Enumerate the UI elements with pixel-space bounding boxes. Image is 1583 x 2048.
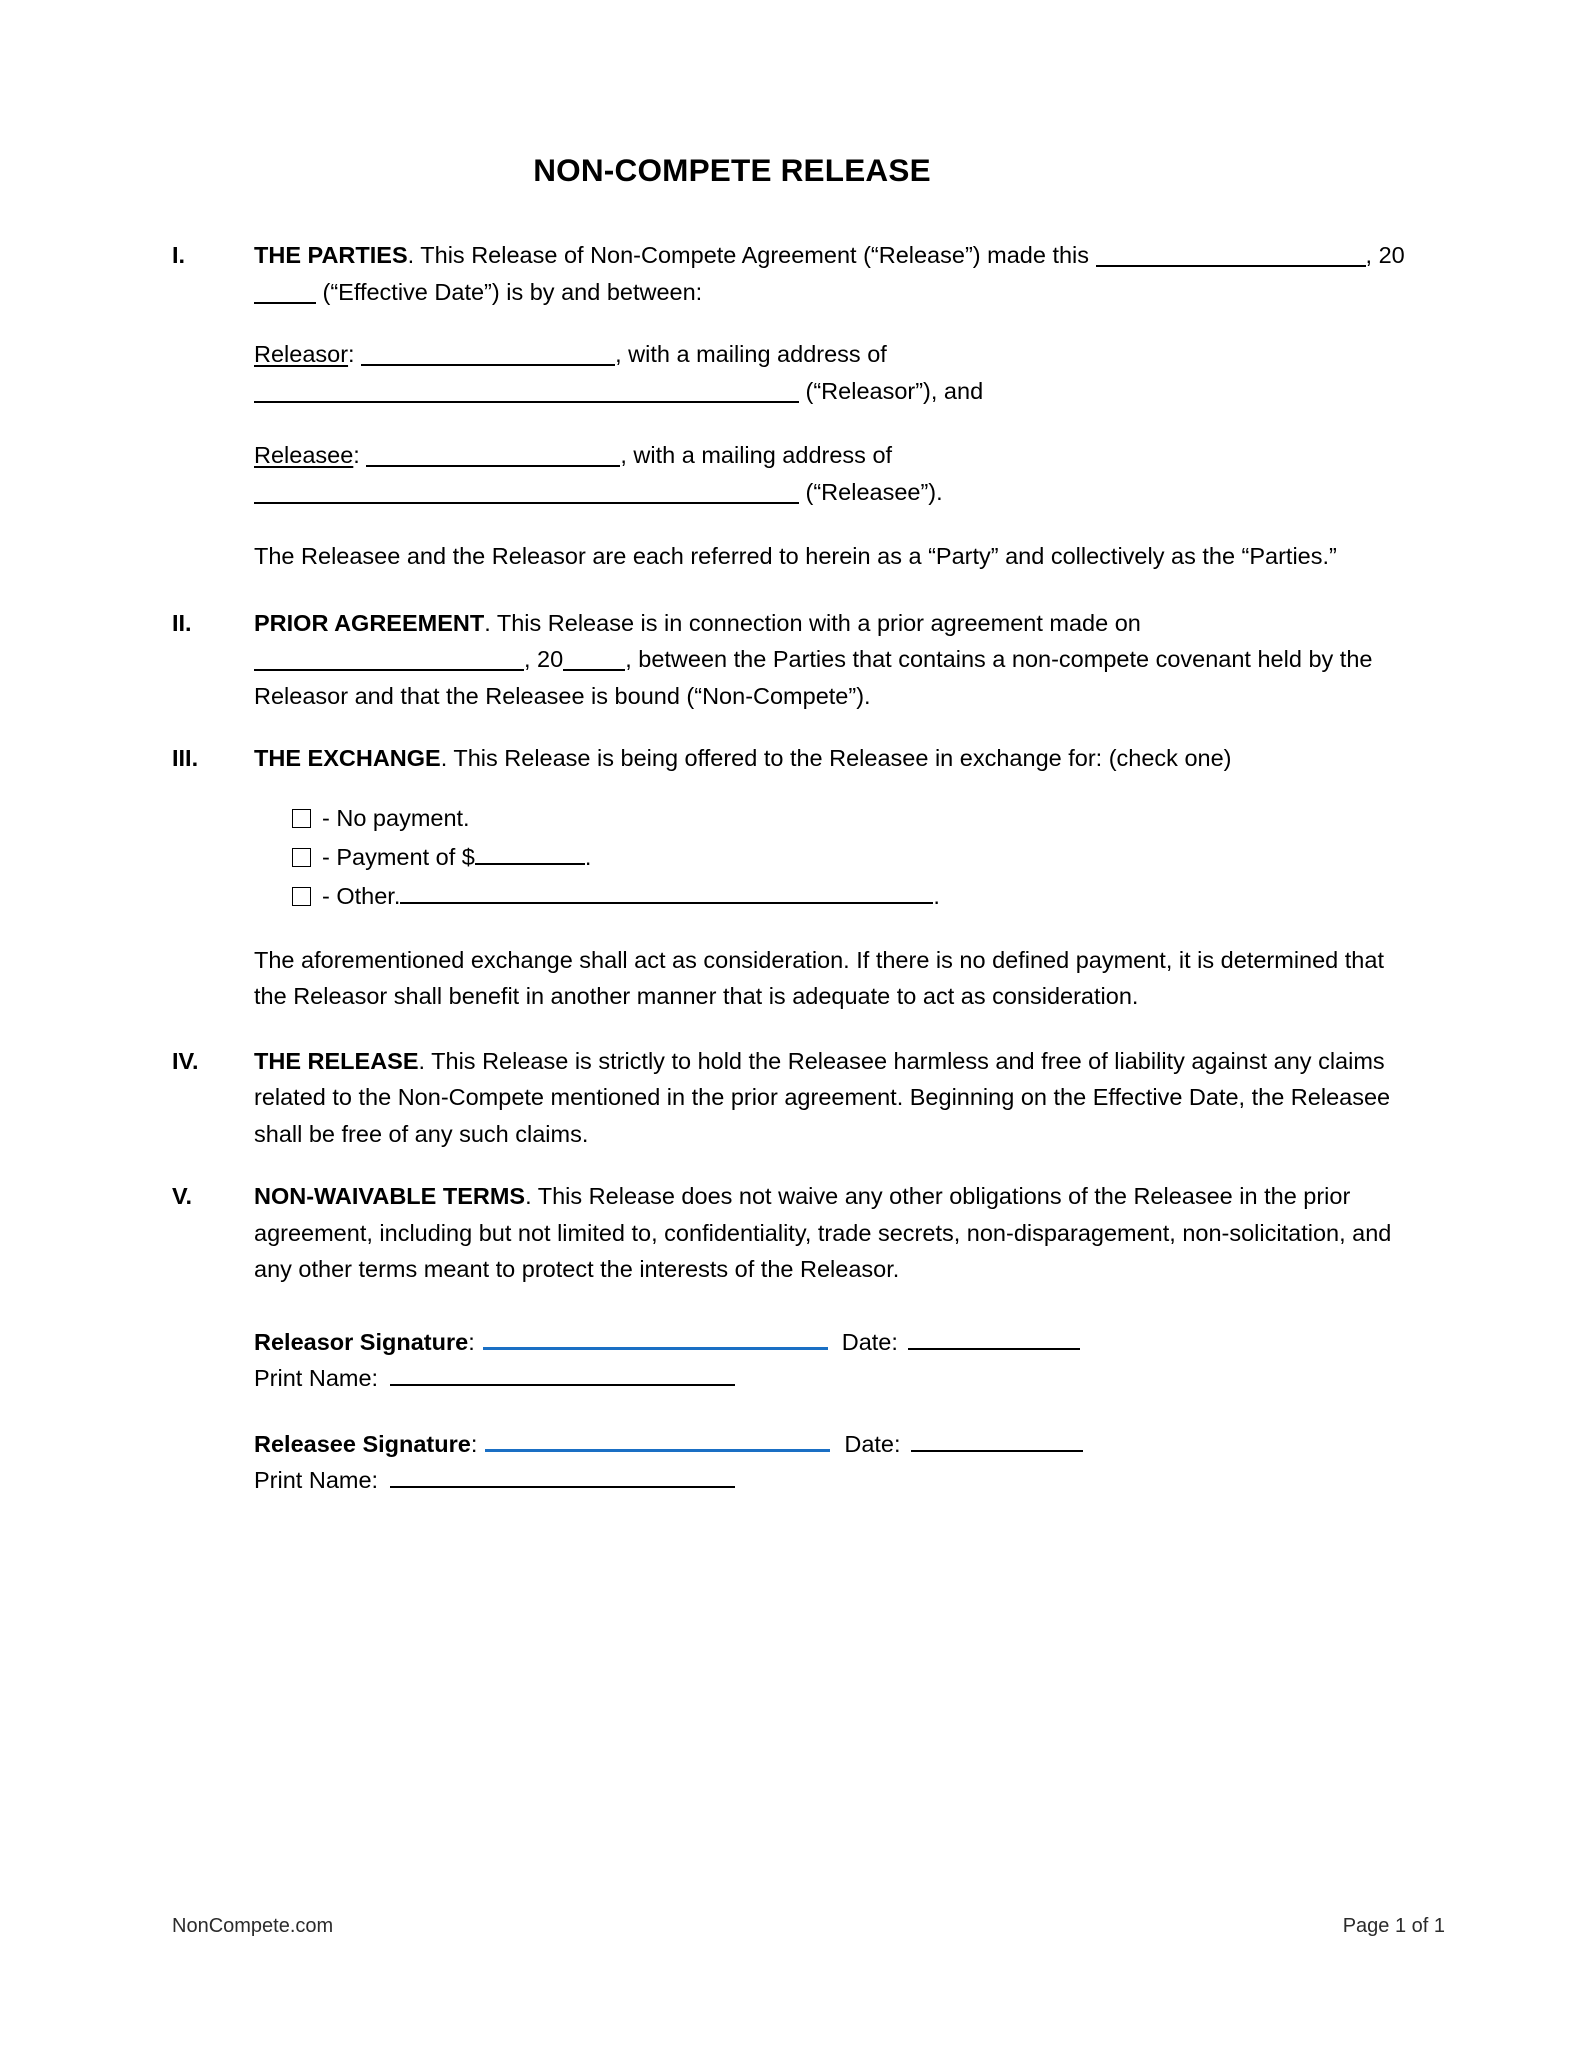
- section-heading: PRIOR AGREEMENT: [254, 609, 485, 636]
- releasor-line-2: [254, 373, 1412, 410]
- exchange-text-a: . This Release is being offered to the Releasee in exchange for: (check one): [440, 745, 1232, 771]
- option-no-payment[interactable]: [292, 803, 1412, 834]
- section-the-parties: [172, 237, 1412, 310]
- releasee-line-2: [254, 474, 1412, 511]
- releasor-label: Releasor: [254, 341, 349, 367]
- section-content: [254, 1178, 1412, 1288]
- footer-page-number: Page 1 of 1: [1342, 1915, 1445, 1937]
- prior-agreement-date-field[interactable]: [254, 647, 524, 671]
- checkbox-icon[interactable]: [292, 809, 311, 828]
- section-content: [254, 740, 1412, 777]
- section-heading: NON-WAIVABLE TERMS: [254, 1183, 526, 1209]
- section-non-waivable-terms: [172, 1178, 1412, 1288]
- page-footer: [172, 1915, 1445, 1938]
- releasee-signature-field[interactable]: [485, 1429, 830, 1452]
- releasor-print-name-label: Print Name:: [254, 1364, 379, 1391]
- section-intro-b: , 20: [1365, 242, 1405, 268]
- signature-area: [254, 1324, 1412, 1498]
- section-the-release: [172, 1043, 1412, 1153]
- releasee-print-name-label: Print Name:: [254, 1466, 379, 1493]
- prior-text-b: , 20: [524, 646, 564, 672]
- section-content: [254, 605, 1412, 715]
- section-heading: THE RELEASE: [254, 1047, 419, 1074]
- section-content: [254, 237, 1412, 310]
- section-intro-a: . This Release of Non-Compete Agreement (“Release”) made this: [407, 242, 1096, 268]
- releasor-name-field[interactable]: [361, 342, 615, 366]
- releasee-date-field[interactable]: [911, 1430, 1083, 1452]
- effective-year-field[interactable]: [254, 280, 316, 304]
- footer-site-name: NonCompete.com: [172, 1915, 334, 1937]
- releasor-signature-colon: :: [468, 1328, 475, 1355]
- releasee-line-1: [254, 437, 1412, 474]
- releasor-mid-text: , with a mailing address of: [615, 341, 887, 367]
- prior-text-c: , between the Parties that contains a non-compete covenant held by the Releasor and that the Releasee is bound (“Non-Compete”).: [254, 646, 1373, 709]
- releasee-name-field[interactable]: [366, 443, 620, 467]
- option-payment-of[interactable]: [292, 841, 1412, 873]
- section-the-exchange: [172, 740, 1412, 777]
- parties-definition-note: The Releasee and the Releasor are each referred to herein as a “Party” and collectively as the “Parties.”: [254, 543, 1337, 569]
- section-numeral: III.: [172, 745, 199, 771]
- prior-agreement-year-field[interactable]: [563, 647, 625, 671]
- option-suffix: .: [584, 843, 592, 870]
- checkbox-icon[interactable]: [292, 887, 311, 906]
- releasor-block: [254, 336, 1412, 409]
- releasee-mid-text: , with a mailing address of: [620, 442, 893, 468]
- exchange-options-list: [292, 803, 1412, 912]
- releasee-tail-text: (“Releasee”).: [799, 478, 943, 505]
- section-prior-agreement: [172, 605, 1412, 715]
- section-numeral: V.: [172, 1183, 193, 1209]
- checkbox-icon[interactable]: [292, 848, 311, 867]
- parties-detail-block: [254, 336, 1412, 575]
- section-numeral: IV.: [172, 1047, 199, 1074]
- prior-text-a: . This Release is in connection with a prior agreement made on: [484, 609, 1141, 636]
- option-suffix: .: [933, 882, 940, 909]
- releasor-signature-field[interactable]: [483, 1327, 828, 1350]
- section-numeral: II.: [172, 609, 192, 636]
- releasee-date-label: Date:: [844, 1430, 901, 1457]
- releasee-signature-row: [254, 1426, 1412, 1462]
- releasor-print-name-row: [254, 1360, 1412, 1396]
- releasor-signature-group: [254, 1324, 1412, 1396]
- section-content: [254, 1043, 1412, 1153]
- other-description-field[interactable]: [400, 880, 933, 904]
- document-body: [172, 152, 1412, 1528]
- option-label: - Other.: [322, 882, 401, 909]
- releasee-signature-group: [254, 1426, 1412, 1498]
- releasee-colon: :: [353, 442, 367, 468]
- releasor-tail-text: (“Releasor”), and: [799, 377, 984, 404]
- releasor-colon: :: [348, 341, 362, 367]
- section-intro-c: (“Effective Date”) is by and between:: [316, 278, 703, 305]
- option-other[interactable]: [292, 880, 1412, 912]
- releasor-date-field[interactable]: [908, 1328, 1080, 1350]
- effective-date-field[interactable]: [1096, 243, 1366, 267]
- option-label: - No payment.: [322, 804, 470, 831]
- releasor-signature-label: Releasor Signature: [254, 1328, 469, 1355]
- section-heading: THE EXCHANGE: [254, 745, 441, 771]
- releasor-address-field[interactable]: [254, 379, 799, 403]
- releasee-signature-label: Releasee Signature: [254, 1430, 471, 1457]
- page-title: NON-COMPETE RELEASE: [533, 152, 931, 188]
- release-text: . This Release is strictly to hold the Releasee harmless and free of liability against any claims related to the Non-Compete mentioned in the prior agreement. Beginning on the Effective Date, the Releasee shall be free of any such claims.: [254, 1047, 1391, 1147]
- releasor-line-1: [254, 336, 1412, 373]
- releasor-date-label: Date:: [841, 1328, 898, 1355]
- releasor-print-name-field[interactable]: [390, 1364, 735, 1386]
- payment-amount-field[interactable]: [475, 841, 585, 865]
- releasee-block: [254, 437, 1412, 510]
- consideration-paragraph: The aforementioned exchange shall act as consideration. If there is no defined payment, it is determined that the Releasor shall benefit in another manner that is adequate to act as consideration.: [254, 946, 1384, 1009]
- releasee-print-name-row: [254, 1462, 1412, 1498]
- releasee-signature-colon: :: [470, 1430, 478, 1457]
- option-label: - Payment of $: [322, 843, 475, 870]
- releasee-print-name-field[interactable]: [390, 1466, 735, 1488]
- releasee-label: Releasee: [254, 442, 354, 468]
- releasee-address-field[interactable]: [254, 480, 799, 504]
- releasor-signature-row: [254, 1324, 1412, 1360]
- section-numeral: I.: [172, 242, 186, 268]
- section-heading: THE PARTIES: [254, 242, 408, 268]
- non-waivable-text: . This Release does not waive any other obligations of the Releasee in the prior agreement, including but not limited to, confidentiality, trade secrets, non-disparagement, non-solicitation, and any other terms meant to protect the interests of the Releasor.: [254, 1183, 1392, 1282]
